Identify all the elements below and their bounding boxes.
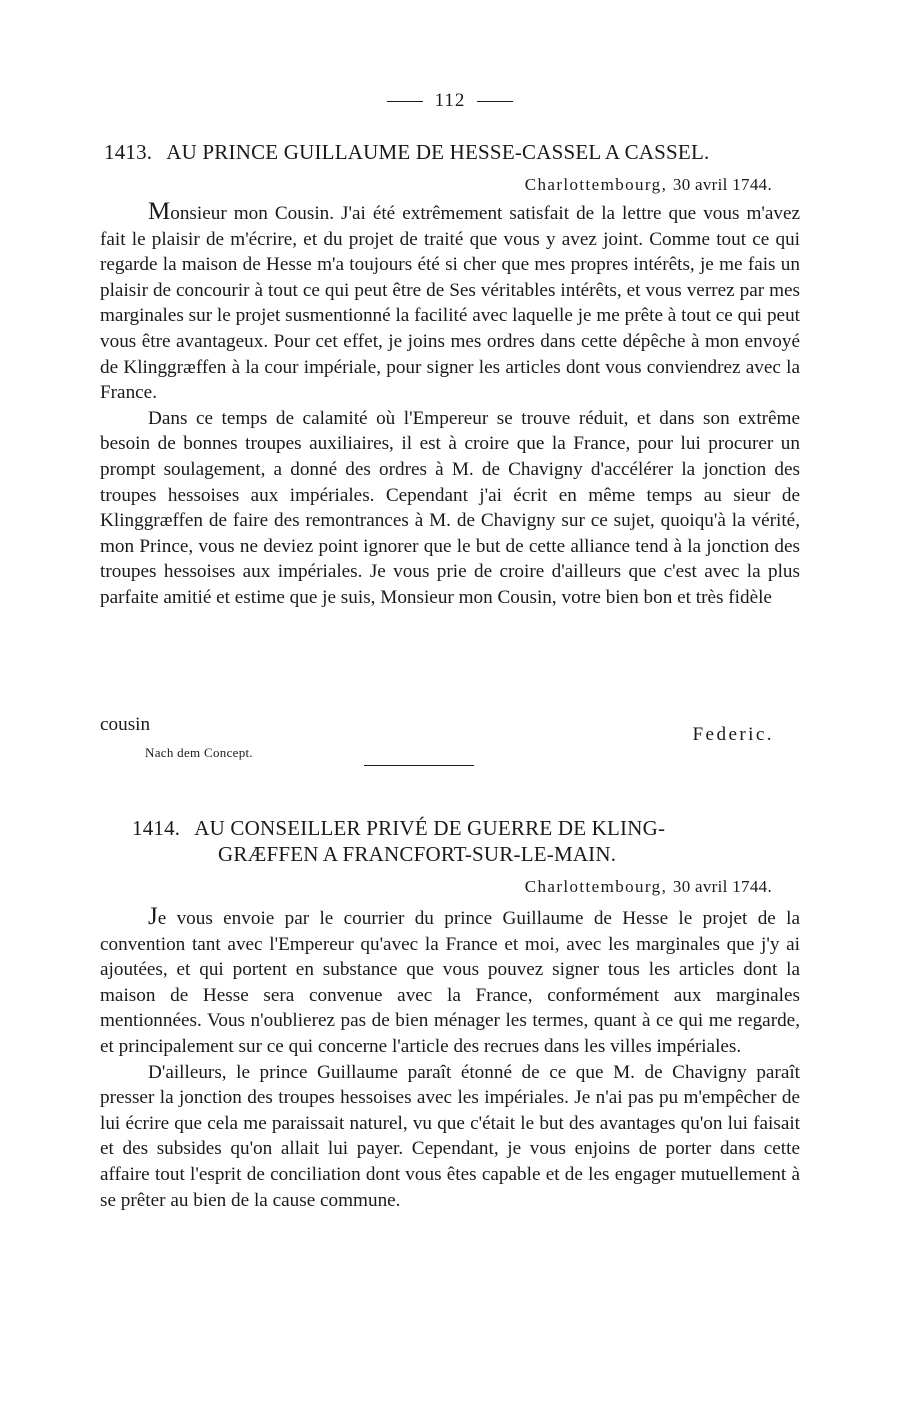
page-number-dash-left <box>387 101 423 102</box>
page-number <box>0 90 900 112</box>
letter-1413-body <box>100 199 800 611</box>
letter-1413-number: 1413. <box>104 140 153 164</box>
letter-1414-number: 1414. <box>132 816 181 840</box>
letter-1413-heading <box>104 140 804 165</box>
letter-1414-initial: J <box>148 903 158 930</box>
letter-1413-closing-word: cousin <box>100 714 151 735</box>
page-number-text: 112 <box>434 90 466 111</box>
letter-1413-dateline <box>100 175 772 195</box>
letter-1413-initial: M <box>148 198 171 225</box>
letter-1414-place: Charlottembourg, <box>524 877 668 896</box>
letter-1414-heading <box>132 815 772 867</box>
letter-1414-paragraph-2: D'ailleurs, le prince Guillaume paraît étonné de ce que M. de Chavigny paraît presser la jonction des troupes hessoises avec les impériales. Je n'ai pas pu m'empêcher de lui écrire que cela me paraissait naturel, vu que c'était le but des avantages qu'on lui faisait et des subsides qu'on allait lui payer. Cependant, je vous enjoins de porter dans cette affaire tout l'esprit de conciliation dont vous êtes capable et de les engager mutuellement à se prêter au bien de la cause commune. <box>100 1061 800 1211</box>
letter-1413-date: 30 avril 1744. <box>672 175 772 194</box>
letter-1414-paragraph-1 <box>100 904 800 1060</box>
page-number-dash-right <box>477 101 513 102</box>
letter-1413-title: AU PRINCE GUILLAUME DE HESSE-CASSEL A CASSEL. <box>166 140 710 164</box>
letter-1413-source-note: Nach dem Concept. <box>145 745 253 760</box>
letter-1414-date: 30 avril 1744. <box>672 877 772 896</box>
letter-1414-title-line-2: GRÆFFEN A FRANCFORT-SUR-LE-MAIN. <box>218 842 617 866</box>
section-divider <box>364 765 474 766</box>
letter-1413-paragraph-2: Dans ce temps de calamité où l'Empereur se trouve réduit, et dans son extrême besoin de bonnes troupes auxiliaires, il est à croire que la France, pour lui procurer un prompt soulagement, a donné des ordres à M. de Chavigny d'accélérer la jonction des troupes hessoises aux impériales. Cependant j'ai écrit en même temps au sieur de Klinggræffen de faire des remontrances à M. de Chavigny sur ce sujet, quoiqu'à la vérité, mon Prince, vous ne deviez point ignorer que le but de cette alliance tend à la jonction des troupes hessoises aux impériales. Je vous prie de croire d'ailleurs que c'est avec la plus parfaite amitié et estime que je suis, Monsieur mon Cousin, votre bien bon et très fidèle <box>100 407 800 608</box>
letter-1413-signature: Federic. <box>692 724 774 745</box>
letter-1414-title-line-1: AU CONSEILLER PRIVÉ DE GUERRE DE KLING- <box>194 816 666 840</box>
letter-1413-place: Charlottembourg, <box>524 175 668 194</box>
letter-1413-paragraph-1 <box>100 199 800 406</box>
letter-1414-body <box>100 904 800 1213</box>
letter-1414-dateline <box>100 877 772 897</box>
letter-1413-paragraph-1-text: onsieur mon Cousin. J'ai été extrêmement satisfait de la lettre que vous m'avez fait le plaisir de m'écrire, et du projet de traité que vous y avez joint. Comme tout ce qui regarde la maison de Hesse m'a toujours été si cher que mes propres intérêts, je me fais un plaisir de concourir à tout ce qui peut être de Ses véritables intérêts, et vous verrez par mes marginales sur le projet susmentionné la facilité avec laquelle je me prête à tout ce qui peut vous être avantageux. Pour cet effet, je joins mes ordres dans cette dépêche à mon envoyé de Klinggræffen à la cour impériale, pour signer les articles dont vous conviendrez avec la France. <box>100 203 800 404</box>
letter-1414-paragraph-1-text: e vous envoie par le courrier du prince Guillaume de Hesse le projet de la convention tant avec l'Empereur qu'avec la France et moi, avec les marginales que j'y ai ajoutées, et qui portent en substance que vous pouvez signer tous les articles dont la maison de Hesse sera convenue avec la France, conformément aux marginales mentionnées. Vous n'oublierez pas de bien ménager les termes, quant à ce qui me regarde, et principalement sur ce qui concerne l'article des recrues dans les villes impériales. <box>100 908 800 1057</box>
